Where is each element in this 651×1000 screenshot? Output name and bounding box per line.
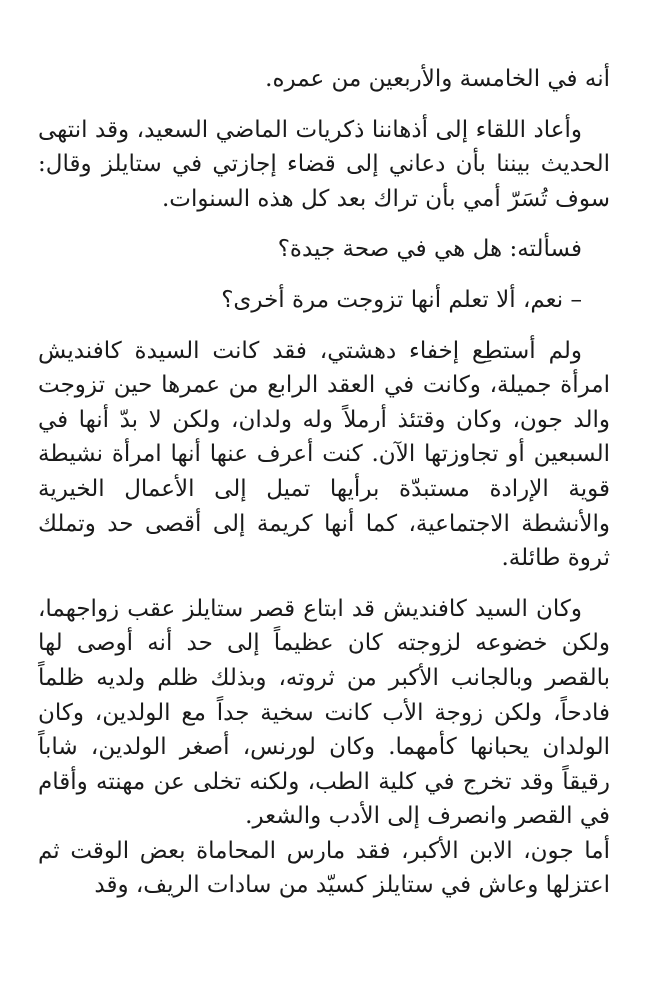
paragraph-7: أما جون، الابن الأكبر، فقد مارس المحاماة بعض الوقت ثم اعتزلها وعاش في ستايلز كسيّد من سادات الريف، وقد [38,837,610,899]
paragraph-4: – نعم، ألا تعلم أنها تزوجت مرة أخرى؟ [221,286,582,313]
paragraph-2: وأعاد اللقاء إلى أذهاننا ذكريات الماضي السعيد، وقد انتهى الحديث بيننا بأن دعاني إلى قضاء إجازتي في ستايلز وقال: سوف تُسَرّ أمي بأن تراك بعد كل هذه السنوات. [38,116,610,212]
paragraph-5: ولم أستطِع إخفاء دهشتي، فقد كانت السيدة كافنديش امرأة جميلة، وكانت في العقد الرابع من عمرها حين تزوجت والد جون، وكان وقتئذ أرملاً وله ولدان، ولكن لا بدّ أنها في السبعين أو تجاوزتها الآن. كنت أعرف عنها أنها امرأة نشيطة قوية الإرادة مستبدّة برأيها تميل إلى الأعمال الخيرية والأنشطة الاجتماعية، كما أنها كريمة إلى أقصى حد وتملك ثروة طائلة. [38,337,610,572]
paragraph-3: فسألته: هل هي في صحة جيدة؟ [277,236,582,263]
book-page [38,62,610,903]
paragraph-1: أنه في الخامسة والأربعين من عمره. [265,66,610,92]
paragraph-6: وكان السيد كافنديش قد ابتاع قصر ستايلز عقب زواجهما، ولكن خضوعه لزوجته كان عظيماً إلى حد أنه أوصى لها بالقصر وبالجانب الأكبر من ثروته، وبذلك ظلم ولديه ظلماً فادحاً، ولكن زوجة الأب كانت سخية جداً مع الولدين، وكان الولدان يحبانها كأمهما. وكان لورنس، أصغر الولدين، شاباً رقيقاً وقد تخرج في كلية الطب، ولكنه تخلى عن مهنته وأقام في القصر وانصرف إلى الأدب والشعر. [38,595,610,830]
